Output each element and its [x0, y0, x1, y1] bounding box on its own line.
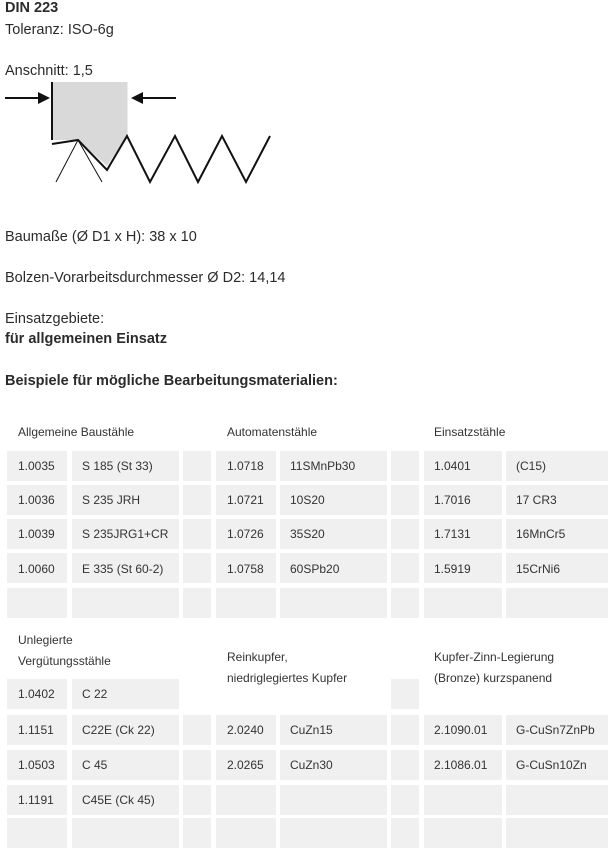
group-title-bronze-line2: (Bronze) kurzspanend — [434, 671, 553, 685]
group-title-structural-steels: Allgemeine Baustähle — [18, 425, 135, 439]
tolerance-text: Toleranz: ISO-6g — [5, 22, 114, 38]
table-cell: CuZn30 — [290, 758, 333, 772]
examples-heading: Beispiele für mögliche Bearbeitungsmaterialien: — [5, 373, 338, 389]
product-title: DIN 223 — [5, 0, 59, 16]
thread-diagram — [0, 78, 290, 188]
table-cell: 1.7131 — [434, 527, 471, 541]
usage-value: für allgemeinen Einsatz — [5, 331, 167, 347]
group-title-pure-copper-line2: niedriglegiertes Kupfer — [227, 671, 348, 685]
table-cell: 1.0401 — [434, 459, 471, 473]
table-cell: 60SPb20 — [290, 562, 340, 576]
table-cell: 1.0726 — [227, 527, 264, 541]
table-cell: S 235JRG1+CR — [82, 527, 169, 541]
table-cell: E 335 (St 60-2) — [82, 562, 164, 576]
table-cell: 2.0265 — [227, 758, 264, 772]
table-cell: 1.0035 — [18, 459, 55, 473]
table-cell: CuZn15 — [290, 723, 333, 737]
table-cell: 2.1086.01 — [434, 758, 488, 772]
table-cell: C22E (Ck 22) — [82, 723, 155, 737]
table-cell: 1.0039 — [18, 527, 55, 541]
table-cell: 1.0402 — [18, 687, 55, 701]
dimensions-text: Baumaße (Ø D1 x H): 38 x 10 — [5, 229, 197, 245]
group-title-unalloyed-line2: Vergütungsstähle — [18, 654, 111, 668]
table-cell: G-CuSn7ZnPb — [516, 723, 595, 737]
table-cell: S 235 JRH — [82, 493, 141, 507]
table-cell: 1.0060 — [18, 562, 55, 576]
table-cell: C 45 — [82, 758, 108, 772]
table-cell: 35S20 — [290, 527, 325, 541]
table-cell: C 22 — [82, 687, 108, 701]
chamfer-text: Anschnitt: 1,5 — [5, 63, 93, 79]
table-cell: 15CrNi6 — [516, 562, 561, 576]
bolt-diameter-text: Bolzen-Vorarbeitsdurchmesser Ø D2: 14,14 — [5, 270, 286, 286]
table-cell: 10S20 — [290, 493, 325, 507]
table-cell: S 185 (St 33) — [82, 459, 153, 473]
table-cell: 1.1191 — [18, 793, 54, 807]
table-cell: 16MnCr5 — [516, 527, 566, 541]
group-title-free-cutting-steels: Automatenstähle — [227, 425, 318, 439]
table-cell: 17 CR3 — [516, 493, 557, 507]
table-cell: 1.1151 — [18, 723, 54, 737]
table-cell: 11SMnPb30 — [290, 459, 356, 473]
table-cell: 1.0758 — [227, 562, 264, 576]
usage-label: Einsatzgebiete: — [5, 311, 105, 327]
table-cell: C45E (Ck 45) — [82, 793, 155, 807]
group-title-bronze-line1: Kupfer-Zinn-Legierung — [434, 650, 555, 664]
group-title-case-hardening-steels: Einsatzstähle — [434, 425, 506, 439]
group-title-pure-copper-line1: Reinkupfer, — [227, 650, 288, 664]
table-cell: 1.0503 — [18, 758, 55, 772]
table-cell: 1.7016 — [434, 493, 471, 507]
table-cell: 1.0036 — [18, 493, 55, 507]
table-cell: 2.0240 — [227, 723, 264, 737]
table-cell: G-CuSn10Zn — [516, 758, 587, 772]
table-cell: 1.0718 — [227, 459, 264, 473]
table-cell: 1.5919 — [434, 562, 471, 576]
table-cell: 1.0721 — [227, 493, 264, 507]
table-cell: 2.1090.01 — [434, 723, 488, 737]
table-cell: (C15) — [516, 459, 547, 473]
group-title-unalloyed-line1: Unlegierte — [18, 633, 73, 647]
